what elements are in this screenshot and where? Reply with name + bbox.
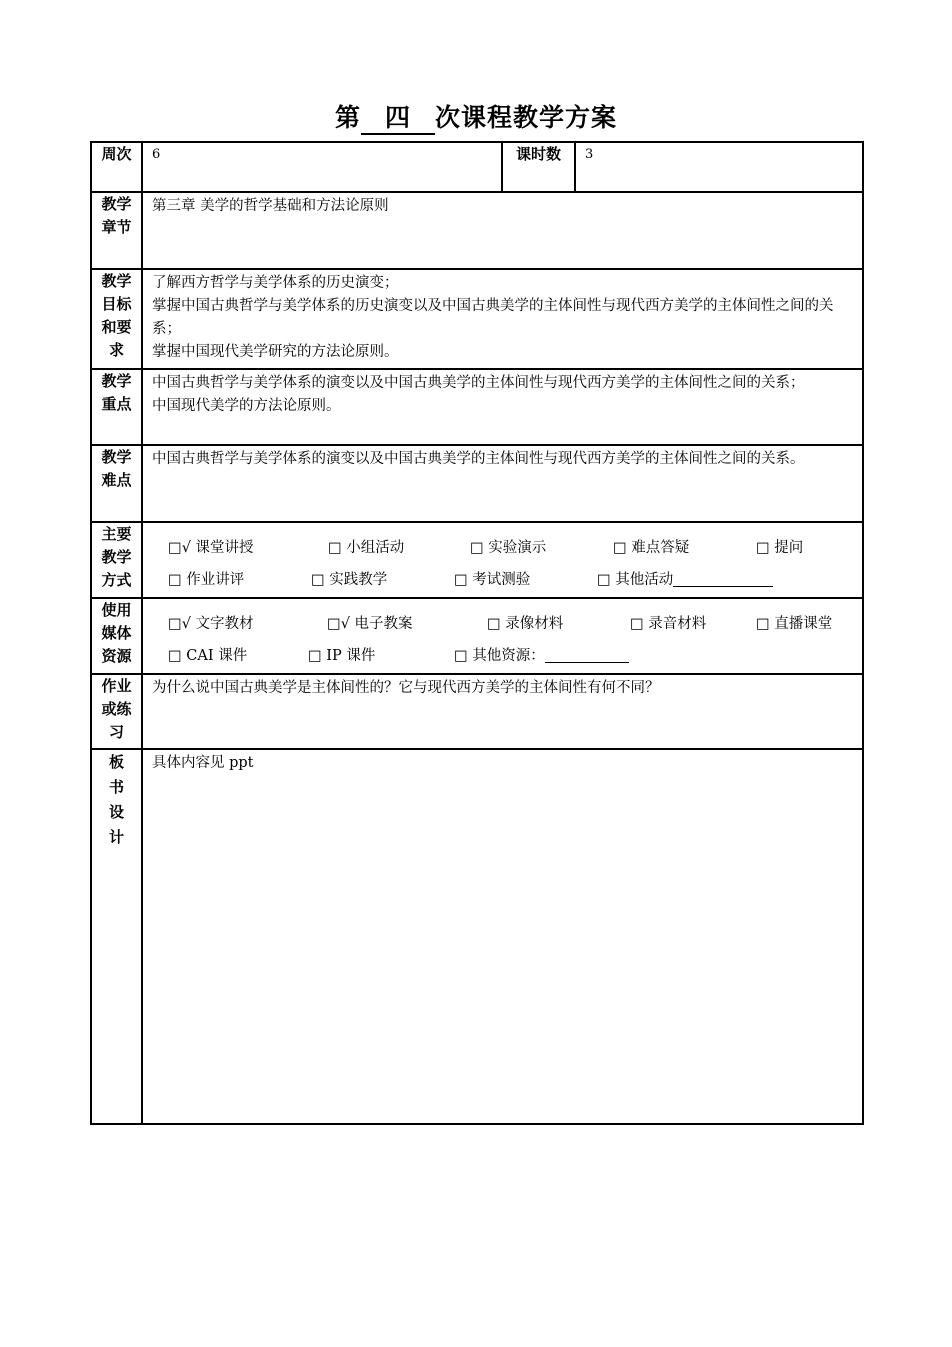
objective-line: 掌握中国现代美学研究的方法论原则。 [152, 344, 399, 360]
key-points-row [91, 369, 863, 445]
method-option-qa[interactable]: □ 难点答疑 [613, 539, 690, 556]
objectives-content-cell [142, 269, 863, 369]
objectives-text [143, 270, 862, 364]
method-option-homework-review[interactable]: □ 作业讲评 [168, 571, 245, 588]
objectives-label: 教学 目标 和要 求 [91, 269, 142, 369]
media-option-other[interactable]: □ 其他资源： [454, 647, 545, 664]
chapter-label: 教学 章节 [91, 192, 142, 269]
methods-content-cell [142, 522, 863, 598]
method-option-exam[interactable]: □ 考试测验 [454, 571, 531, 588]
key-points-text [143, 370, 862, 418]
media-option-ip[interactable]: □ IP 课件 [308, 647, 376, 664]
media-option-audio[interactable]: □ 录音材料 [630, 615, 707, 632]
media-option-textbook[interactable]: □√ 文字教材 [168, 615, 254, 632]
lesson-number: 四 [361, 103, 435, 135]
media-row [91, 598, 863, 674]
method-option-group[interactable]: □ 小组活动 [328, 539, 405, 556]
lesson-plan-table [90, 141, 864, 1125]
page-title [0, 98, 952, 135]
homework-text: 为什么说中国古典美学是主体间性的？它与现代西方美学的主体间性有何不同？ [152, 680, 660, 696]
key-points-content-cell [142, 369, 863, 445]
key-point-line: 中国现代美学的方法论原则。 [152, 398, 341, 414]
title-prefix: 第 [334, 103, 361, 132]
methods-row [91, 522, 863, 598]
method-option-other[interactable]: □ 其他活动 [597, 571, 674, 588]
hours-value: 3 [585, 147, 594, 162]
homework-label: 作业 或练 习 [91, 674, 142, 749]
difficulties-content-cell [142, 445, 863, 522]
title-suffix: 次课程教学方案 [435, 103, 618, 132]
board-text: 具体内容见 ppt [152, 755, 254, 771]
week-label: 周次 [91, 142, 142, 192]
method-option-demo[interactable]: □ 实验演示 [470, 539, 547, 556]
methods-options-row-1 [168, 530, 856, 562]
difficulties-text [143, 446, 862, 471]
other-activity-blank[interactable] [673, 570, 773, 587]
homework-row [91, 674, 863, 749]
chapter-text: 第三章 美学的哲学基础和方法论原则 [152, 198, 389, 214]
media-options-row-2 [168, 638, 856, 670]
media-option-live[interactable]: □ 直播课堂 [756, 615, 833, 632]
key-points-label: 教学 重点 [91, 369, 142, 445]
objectives-row [91, 269, 863, 369]
other-resource-blank[interactable] [545, 646, 629, 663]
week-value-cell [142, 142, 502, 192]
method-option-lecture[interactable]: □√ 课堂讲授 [168, 539, 254, 556]
chapter-row [91, 192, 863, 269]
homework-content-cell [142, 674, 863, 749]
week-value: 6 [152, 147, 161, 162]
hours-value-cell [575, 142, 863, 192]
methods-options-row-2 [168, 562, 856, 594]
board-label: 板 书 设 计 [91, 749, 142, 1124]
board-content-cell [142, 749, 863, 1124]
media-label: 使用 媒体 资源 [91, 598, 142, 674]
media-content-cell [142, 598, 863, 674]
chapter-content-cell [142, 192, 863, 269]
week-row [91, 142, 863, 192]
objective-line: 了解西方哲学与美学体系的历史演变； [152, 275, 399, 291]
media-option-video[interactable]: □ 录像材料 [487, 615, 564, 632]
key-point-line: 中国古典哲学与美学体系的演变以及中国古典美学的主体间性与现代西方美学的主体间性之间的关系； [152, 375, 805, 391]
difficulties-row [91, 445, 863, 522]
board-row [91, 749, 863, 1124]
media-options-row-1 [168, 606, 856, 638]
objective-line: 掌握中国古典哲学与美学体系的历史演变以及中国古典美学的主体间性与现代西方美学的主体间性之间的关系； [152, 298, 834, 337]
method-option-practice[interactable]: □ 实践教学 [311, 571, 388, 588]
media-option-e-lesson[interactable]: □√ 电子教案 [327, 615, 413, 632]
methods-label: 主要 教学 方式 [91, 522, 142, 598]
method-option-question[interactable]: □ 提问 [756, 539, 804, 556]
media-option-cai[interactable]: □ CAI 课件 [168, 647, 248, 664]
hours-label: 课时数 [502, 142, 575, 192]
difficulty-line: 中国古典哲学与美学体系的演变以及中国古典美学的主体间性与现代西方美学的主体间性之间的关系。 [152, 451, 805, 467]
difficulties-label: 教学 难点 [91, 445, 142, 522]
